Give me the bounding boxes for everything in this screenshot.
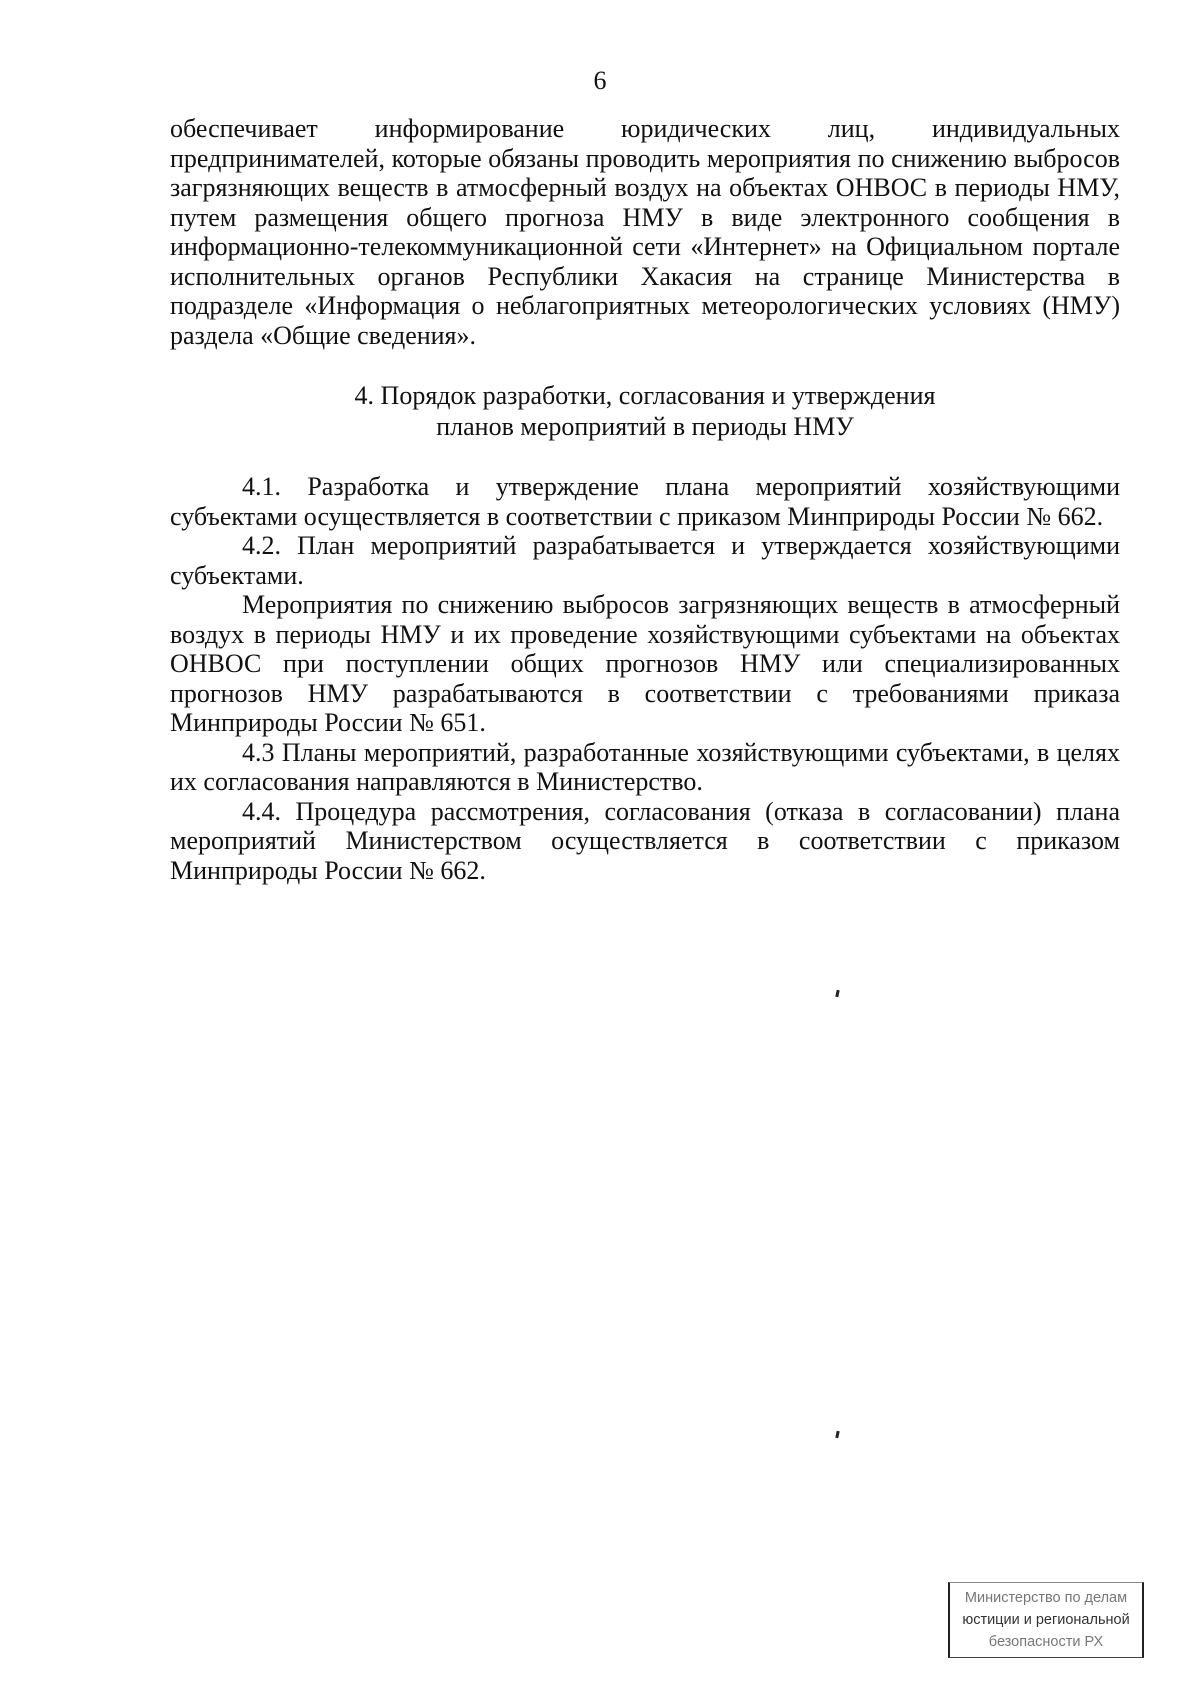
page-number: 6	[593, 66, 607, 95]
paragraph-4-2: 4.2. План мероприятий разрабатывается и утверждается хозяйствующими субъектами.	[170, 531, 1120, 590]
section-4-heading-line-1: 4. Порядок разработки, согласования и утверждения	[354, 381, 936, 410]
paragraph-4-4: 4.4. Процедура рассмотрения, согласования (отказа в согласовании) плана мероприятий Министерством осуществляется в соответствии с приказом Минприроды России № 662.	[170, 796, 1120, 885]
stamp-line-2: юстиции и региональной	[962, 1612, 1130, 1628]
scan-speck	[835, 1431, 839, 1438]
paragraph-4-3: 4.3 Планы мероприятий, разработанные хозяйствующими субъектами, в целях их согласования направляются в Министерство.	[170, 737, 1120, 796]
paragraph-4-1: 4.1. Разработка и утверждение плана мероприятий хозяйствующими субъектами осуществляется в соответствии с приказом Минприроды России № 662.	[170, 472, 1120, 531]
section-4-heading-line-2: планов мероприятий в периоды НМУ	[436, 412, 854, 441]
scan-speck	[835, 990, 839, 997]
stamp-line-3: безопасности РХ	[988, 1634, 1104, 1650]
stamp-line-1: Министерство по делам	[964, 1590, 1128, 1606]
paragraph-measures: Мероприятия по снижению выбросов загрязняющих веществ в атмосферный воздух в периоды НМУ и их проведение хозяйствующими субъектами на объектах ОНВОС при поступлении общих прогнозов НМУ или специализированных прогнозов НМУ разрабатываются в соответствии с требованиями приказа Минприроды России № 651.	[170, 590, 1120, 737]
paragraph-intro: обеспечивает информирование юридических лиц, индивидуальных предпринимателей, которые обязаны проводить мероприятия по снижению выбросов загрязняющих веществ в атмосферный воздух на объектах ОНВОС в периоды НМУ, путем размещения общего прогноза НМУ в виде электронного сообщения в информационно-телекоммуникационной сети «Интернет» на Официальном портале исполнительных органов Республики Хакасия на странице Министерства в подразделе «Информация о неблагоприятных метеорологических условиях (НМУ) раздела «Общие сведения».	[170, 114, 1120, 350]
registration-stamp	[948, 1582, 1144, 1658]
section-4-heading	[170, 380, 1120, 442]
document-body	[170, 114, 1120, 885]
